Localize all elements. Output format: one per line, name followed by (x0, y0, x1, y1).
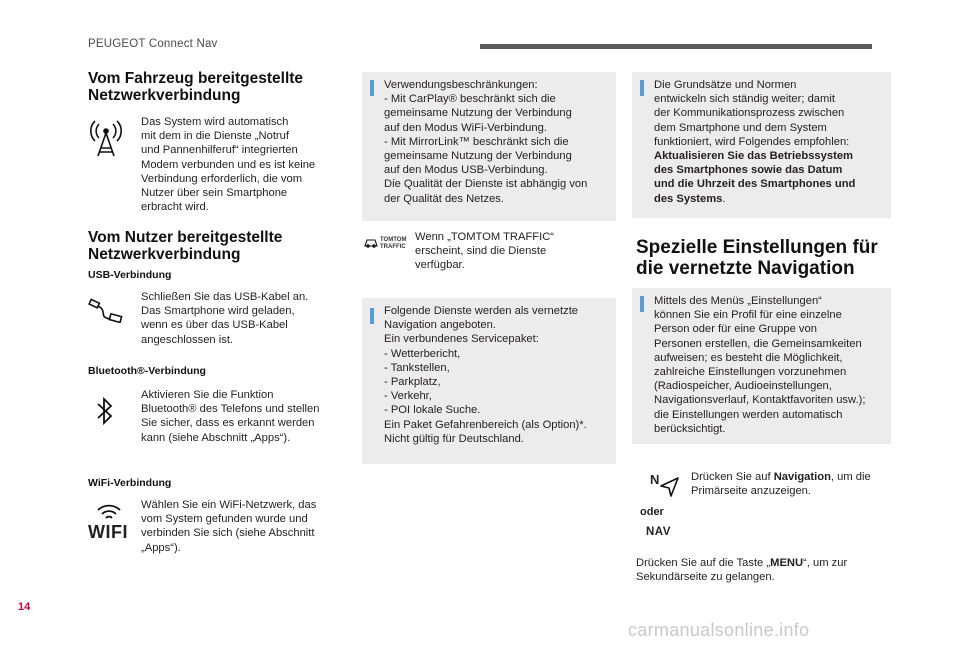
navigation-instruction: Drücken Sie auf Navigation, um die Primärseite anzuzeigen. (691, 471, 871, 498)
info-box-restrictions (362, 72, 616, 221)
watermark: carmanualsonline.info (628, 620, 810, 640)
recommendation-text: Die Grundsätze und Normen entwickeln sich ständig weiter; damit der Kommunikationsprozess zwischen dem Smartphone und dem System funktioniert, wird Folgendes empfohlen: Aktualisieren Sie das Betriebssystem des Smartphones sowie das Datum und die Uhrzeit des Smartphones und des Systems. (654, 79, 856, 205)
page-number: 14 (18, 601, 31, 613)
wifi-icon (96, 502, 122, 522)
info-box-settings (632, 288, 891, 444)
usb-cable-icon (88, 297, 124, 323)
nav-button-letter: N (650, 472, 660, 487)
menu-instruction: Drücken Sie auf die Taste „MENU“, um zur Sekundärseite zu gelangen. (636, 557, 848, 584)
info-marker (640, 80, 644, 96)
settings-text: Mittels des Menüs „Einstellungen“ können Sie ein Profil für eine einzelne Person oder für eine Gruppe von Personen erstellen, die Gemeinsamkeiten aufweisen; es besteht die Möglichkeit, zahlreiche Einstellungen vorzunehmen (Radiospeicher, Audioeinstellungen, Navigationsverlauf, Kontaktfavoriten usw.); die Einstellungen werden automatisch berücksichtigt. (654, 295, 866, 435)
usb-label: USB-Verbindung (88, 269, 172, 281)
bluetooth-label: Bluetooth®-Verbindung (88, 365, 206, 377)
vehicle-network-text: Das System wird automatisch mit dem in die Dienste „Notruf und Pannenhilferuf“ integrierten Modem verbunden und es ist keine Verbindung erforderlich, die vom Nutzer über sein Smartphone erbracht wird. (141, 116, 316, 214)
tomtom-traffic-icon (364, 237, 378, 248)
section-title-connected-nav: Spezielle Einstellungen für die vernetzte Navigation (636, 237, 878, 279)
navigation-arrow-icon (658, 476, 680, 498)
recommendation-bold: Aktualisieren Sie das Betriebssystem des Smartphones sowie das Datum und die Uhrzeit des Smartphones und des Systems (654, 150, 856, 205)
nav-oder-label: oder (640, 506, 664, 518)
info-marker (640, 296, 644, 312)
info-box-services (362, 298, 616, 464)
wifi-icon-label: WIFI (88, 522, 128, 542)
services-text: Folgende Dienste werden als vernetzte Navigation angeboten. Ein verbundenes Servicepaket: - Wetterbericht, - Tankstellen, - Parkplatz, - Verkehr, - POI lokale Suche. Ein Paket Gefahrenbereich (als Option)*. Nicht gültig für Deutschland. (384, 305, 587, 445)
tomtom-text: Wenn „TOMTOM TRAFFIC“ erscheint, sind die Dienste verfügbar. (415, 231, 555, 272)
usb-text: Schließen Sie das USB-Kabel an. Das Smartphone wird geladen, wenn es über das USB-Kabel angeschlossen ist. (141, 291, 309, 346)
info-box-recommendation (632, 72, 891, 218)
restrictions-text: Verwendungsbeschränkungen: - Mit CarPlay® beschränkt sich die gemeinsame Nutzung der Verbindung auf den Modus WiFi-Verbindung. - Mit MirrorLink™ beschränkt sich die gemeinsame Nutzung der Verbindung auf den Modus USB-Verbindung. Die Qualität der Dienste ist abhängig von der Qualität des Netzes. (384, 79, 588, 205)
section-title-user-network: Vom Nutzer bereitgestellte Netzwerkverbindung (88, 229, 283, 263)
antenna-icon (88, 118, 124, 158)
header-brand: PEUGEOT Connect Nav (88, 38, 218, 50)
tomtom-icon-label: TOMTOM TRAFFIC (380, 237, 407, 250)
header-rule (480, 44, 872, 49)
info-marker (370, 308, 374, 324)
bluetooth-text: Aktivieren Sie die Funktion Bluetooth® des Telefons und stellen Sie sicher, dass es erkannt werden kann (siehe Abschnitt „Apps“). (141, 389, 320, 444)
section-title-vehicle-network: Vom Fahrzeug bereitgestellte Netzwerkverbindung (88, 70, 304, 104)
wifi-text: Wählen Sie ein WiFi-Netzwerk, das vom System gefunden wurde und verbinden Sie sich (siehe Abschnitt „Apps“). (141, 499, 317, 554)
nav-button-label: NAV (646, 526, 671, 538)
bluetooth-icon (95, 396, 115, 426)
info-marker (370, 80, 374, 96)
wifi-label: WiFi-Verbindung (88, 477, 172, 489)
